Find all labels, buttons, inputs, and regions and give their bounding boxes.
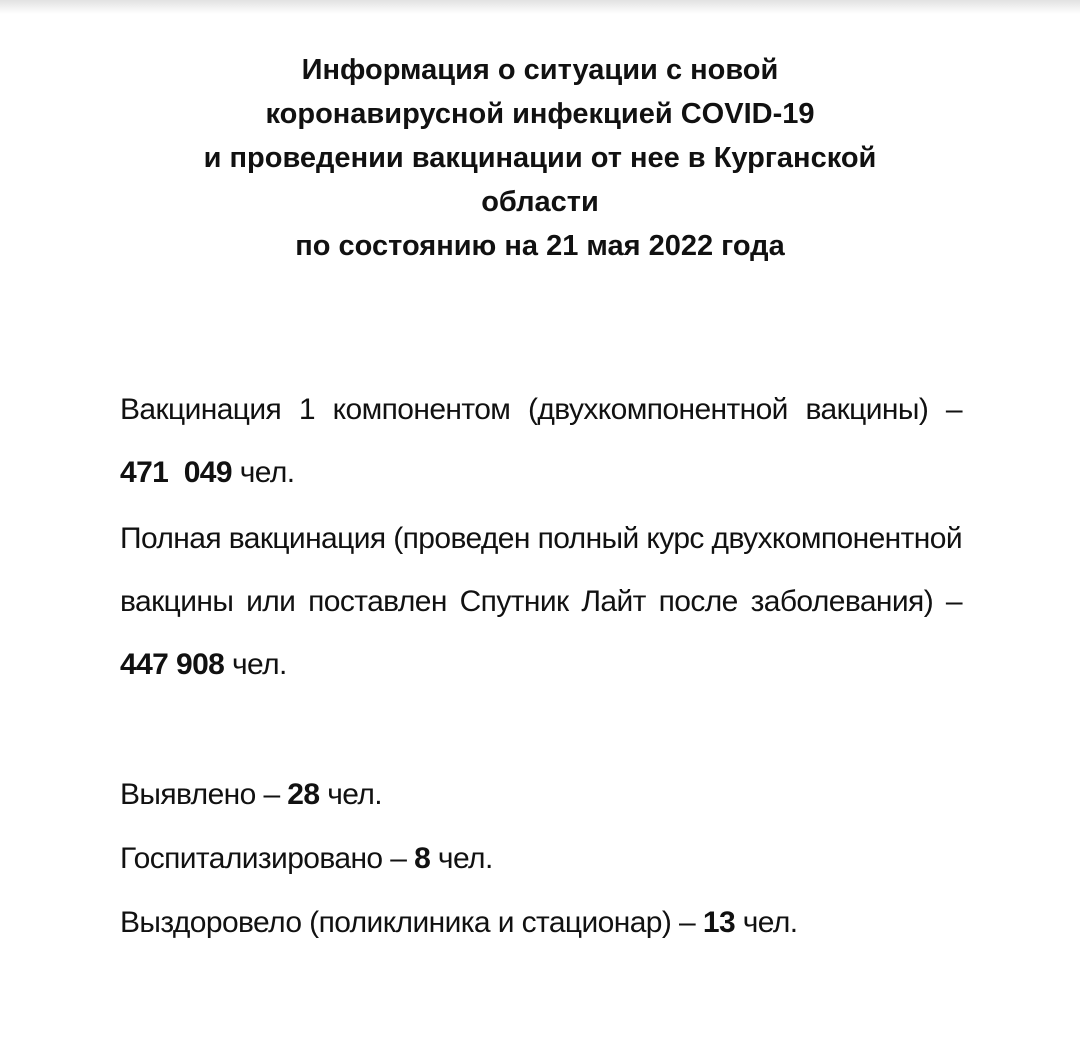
stat-unit: чел. [239,456,295,489]
recovered-stat [120,891,962,954]
stat-unit: чел. [437,842,493,875]
stat-value: 28 [287,778,320,811]
stat-value: 447 908 [120,648,225,681]
stat-label: Вакцинация 1 компонентом (двухкомпонентной вакцины) – [120,393,962,426]
detected-stat [120,763,962,826]
stat-unit: чел. [742,906,798,939]
document-title [100,48,980,268]
title-line: и проведении вакцинации от нее в Курганской [203,142,877,174]
title-line: области [481,186,599,218]
stat-value: 8 [414,842,431,875]
hospitalized-stat [120,827,962,890]
stat-value: 13 [702,906,736,939]
stat-value: 471 049 [120,456,232,489]
full-vaccination-stat [120,507,962,696]
top-edge-shadow [0,0,1080,14]
title-line: коронавирусной инфекцией COVID-19 [265,98,815,130]
title-line: по состоянию на 21 мая 2022 года [295,230,785,262]
stat-unit: чел. [232,648,287,681]
title-line: Информация о ситуации с новой [301,54,779,86]
stat-unit: чел. [327,778,382,811]
stat-label: Госпитализировано – [120,842,407,875]
stat-label: Выздоровело (поликлиника и стационар) – [120,906,696,939]
first-component-stat [120,378,962,504]
stat-label: Выявлено – [120,778,280,811]
stat-label: Полная вакцинация (проведен полный курс двухкомпонентной вакцины или поставлен Спутник Лайт после заболевания) – [120,522,962,618]
